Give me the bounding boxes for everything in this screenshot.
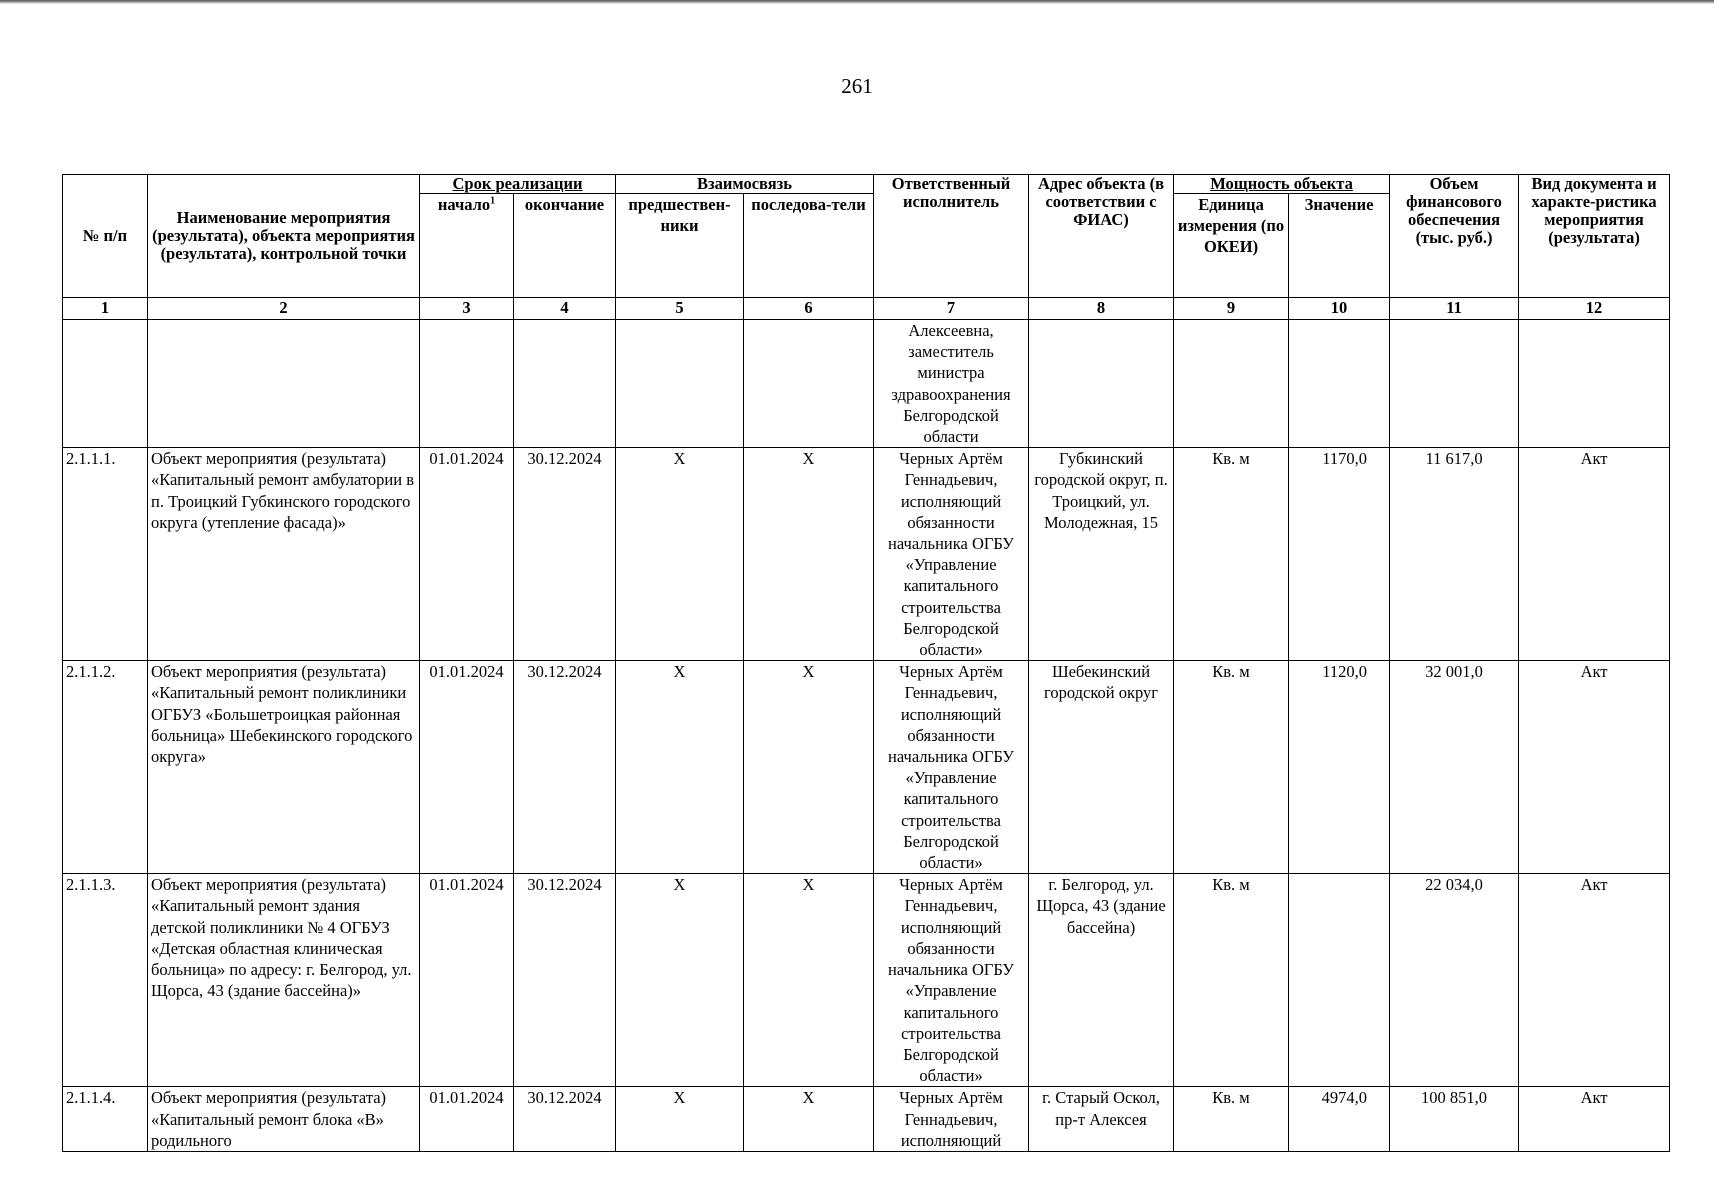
row-start: 01.01.2024 [420,1087,514,1152]
row-successors: Х [744,874,874,1087]
row-start [420,320,514,448]
row-document [1519,320,1670,448]
row-document: Акт [1519,1087,1670,1152]
row-number [63,320,148,448]
row-number: 2.1.1.3. [63,874,148,1087]
footnote-mark: 1 [490,195,496,207]
activities-table [62,174,1670,1152]
column-number: 1 [63,298,148,320]
column-number: 10 [1289,298,1390,320]
row-finance: 11 617,0 [1390,448,1519,661]
column-number: 5 [616,298,744,320]
row-address [1029,320,1174,448]
row-predecessors: Х [616,448,744,661]
row-name [148,320,420,448]
row-number: 2.1.1.4. [63,1087,148,1152]
column-number: 6 [744,298,874,320]
row-name: Объект мероприятия (результата) «Капитальный ремонт поликлиники ОГБУЗ «Большетроицкая районная больница» Шебекинского городского округа» [148,661,420,874]
row-finance [1390,320,1519,448]
header-value: Значение [1289,194,1390,298]
row-unit: Кв. м [1174,448,1289,661]
row-address: Шебекинский городской округ [1029,661,1174,874]
row-name: Объект мероприятия (результата) «Капитальный ремонт здания детской поликлиники № 4 ОГБУЗ «Детская областная клиническая больница» по адресу: г. Белгород, ул. Щорса, 43 (здание бассейна)» [148,874,420,1087]
row-responsible: Черных Артём Геннадьевич, исполняющий обязанности начальника ОГБУ «Управление капитального строительства Белгородской области» [874,661,1029,874]
header-group-capacity: Мощность объекта [1174,175,1390,194]
row-finance: 32 001,0 [1390,661,1519,874]
row-finance: 100 851,0 [1390,1087,1519,1152]
header-end: окончание [514,194,616,298]
header-group-period: Срок реализации [420,175,616,194]
column-number: 11 [1390,298,1519,320]
row-start: 01.01.2024 [420,661,514,874]
column-number: 7 [874,298,1029,320]
header-name: Наименование мероприятия (результата), объекта мероприятия (результата), контрольной точки [148,175,420,298]
row-document: Акт [1519,874,1670,1087]
row-successors: Х [744,448,874,661]
row-end: 30.12.2024 [514,874,616,1087]
row-successors [744,320,874,448]
column-number: 12 [1519,298,1670,320]
row-document: Акт [1519,661,1670,874]
header-document: Вид документа и характе-ристика мероприятия (результата) [1519,175,1670,298]
header-successors: последова-тели [744,194,874,298]
row-start: 01.01.2024 [420,874,514,1087]
row-start: 01.01.2024 [420,448,514,661]
row-value: 1120,0 [1289,661,1390,874]
table-row [63,1087,1670,1152]
row-end: 30.12.2024 [514,1087,616,1152]
row-end [514,320,616,448]
row-unit [1174,320,1289,448]
header-number: № п/п [63,175,148,298]
row-responsible: Черных Артём Геннадьевич, исполняющий [874,1087,1029,1152]
row-responsible: Черных Артём Геннадьевич, исполняющий обязанности начальника ОГБУ «Управление капитального строительства Белгородской области» [874,874,1029,1087]
row-successors: Х [744,661,874,874]
row-value: 4974,0 [1289,1087,1390,1152]
row-unit: Кв. м [1174,874,1289,1087]
header-unit: Единица измерения (по ОКЕИ) [1174,194,1289,298]
row-end: 30.12.2024 [514,448,616,661]
column-number: 2 [148,298,420,320]
row-responsible: Черных Артём Геннадьевич, исполняющий обязанности начальника ОГБУ «Управление капитального строительства Белгородской области» [874,448,1029,661]
column-number: 4 [514,298,616,320]
row-address: г. Старый Оскол, пр-т Алексея [1029,1087,1174,1152]
row-predecessors: Х [616,874,744,1087]
column-number: 9 [1174,298,1289,320]
row-address: г. Белгород, ул. Щорса, 43 (здание бассейна) [1029,874,1174,1087]
table-row [63,320,1670,448]
header-finance: Объем финансового обеспечения (тыс. руб.) [1390,175,1519,298]
table-row [63,448,1670,661]
header-row-1 [63,175,1670,194]
row-name: Объект мероприятия (результата) «Капитальный ремонт амбулатории в п. Троицкий Губкинского городского округа (утепление фасада)» [148,448,420,661]
row-number: 2.1.1.1. [63,448,148,661]
header-responsible: Ответственный исполнитель [874,175,1029,298]
row-end: 30.12.2024 [514,661,616,874]
row-document: Акт [1519,448,1670,661]
table-row [63,661,1670,874]
row-predecessors: Х [616,661,744,874]
row-value [1289,874,1390,1087]
header-start: начало$^1$ [420,194,514,298]
row-value [1289,320,1390,448]
row-address: Губкинский городской округ, п. Троицкий, ул. Молодежная, 15 [1029,448,1174,661]
row-predecessors [616,320,744,448]
page-number: 261 [841,74,873,98]
header-group-relation: Взаимосвязь [616,175,874,194]
row-responsible: Алексеевна, заместитель министра здравоохранения Белгородской области [874,320,1029,448]
column-number: 8 [1029,298,1174,320]
column-number: 3 [420,298,514,320]
row-predecessors: Х [616,1087,744,1152]
row-unit: Кв. м [1174,661,1289,874]
scan-edge [0,0,1714,4]
row-finance: 22 034,0 [1390,874,1519,1087]
column-numbers-row [63,298,1670,320]
row-name: Объект мероприятия (результата) «Капитальный ремонт блока «В» родильного [148,1087,420,1152]
row-number: 2.1.1.2. [63,661,148,874]
table-row [63,874,1670,1087]
row-value: 1170,0 [1289,448,1390,661]
row-unit: Кв. м [1174,1087,1289,1152]
row-successors: Х [744,1087,874,1152]
header-predecessors: предшествен-ники [616,194,744,298]
header-address: Адрес объекта (в соответствии с ФИАС) [1029,175,1174,298]
